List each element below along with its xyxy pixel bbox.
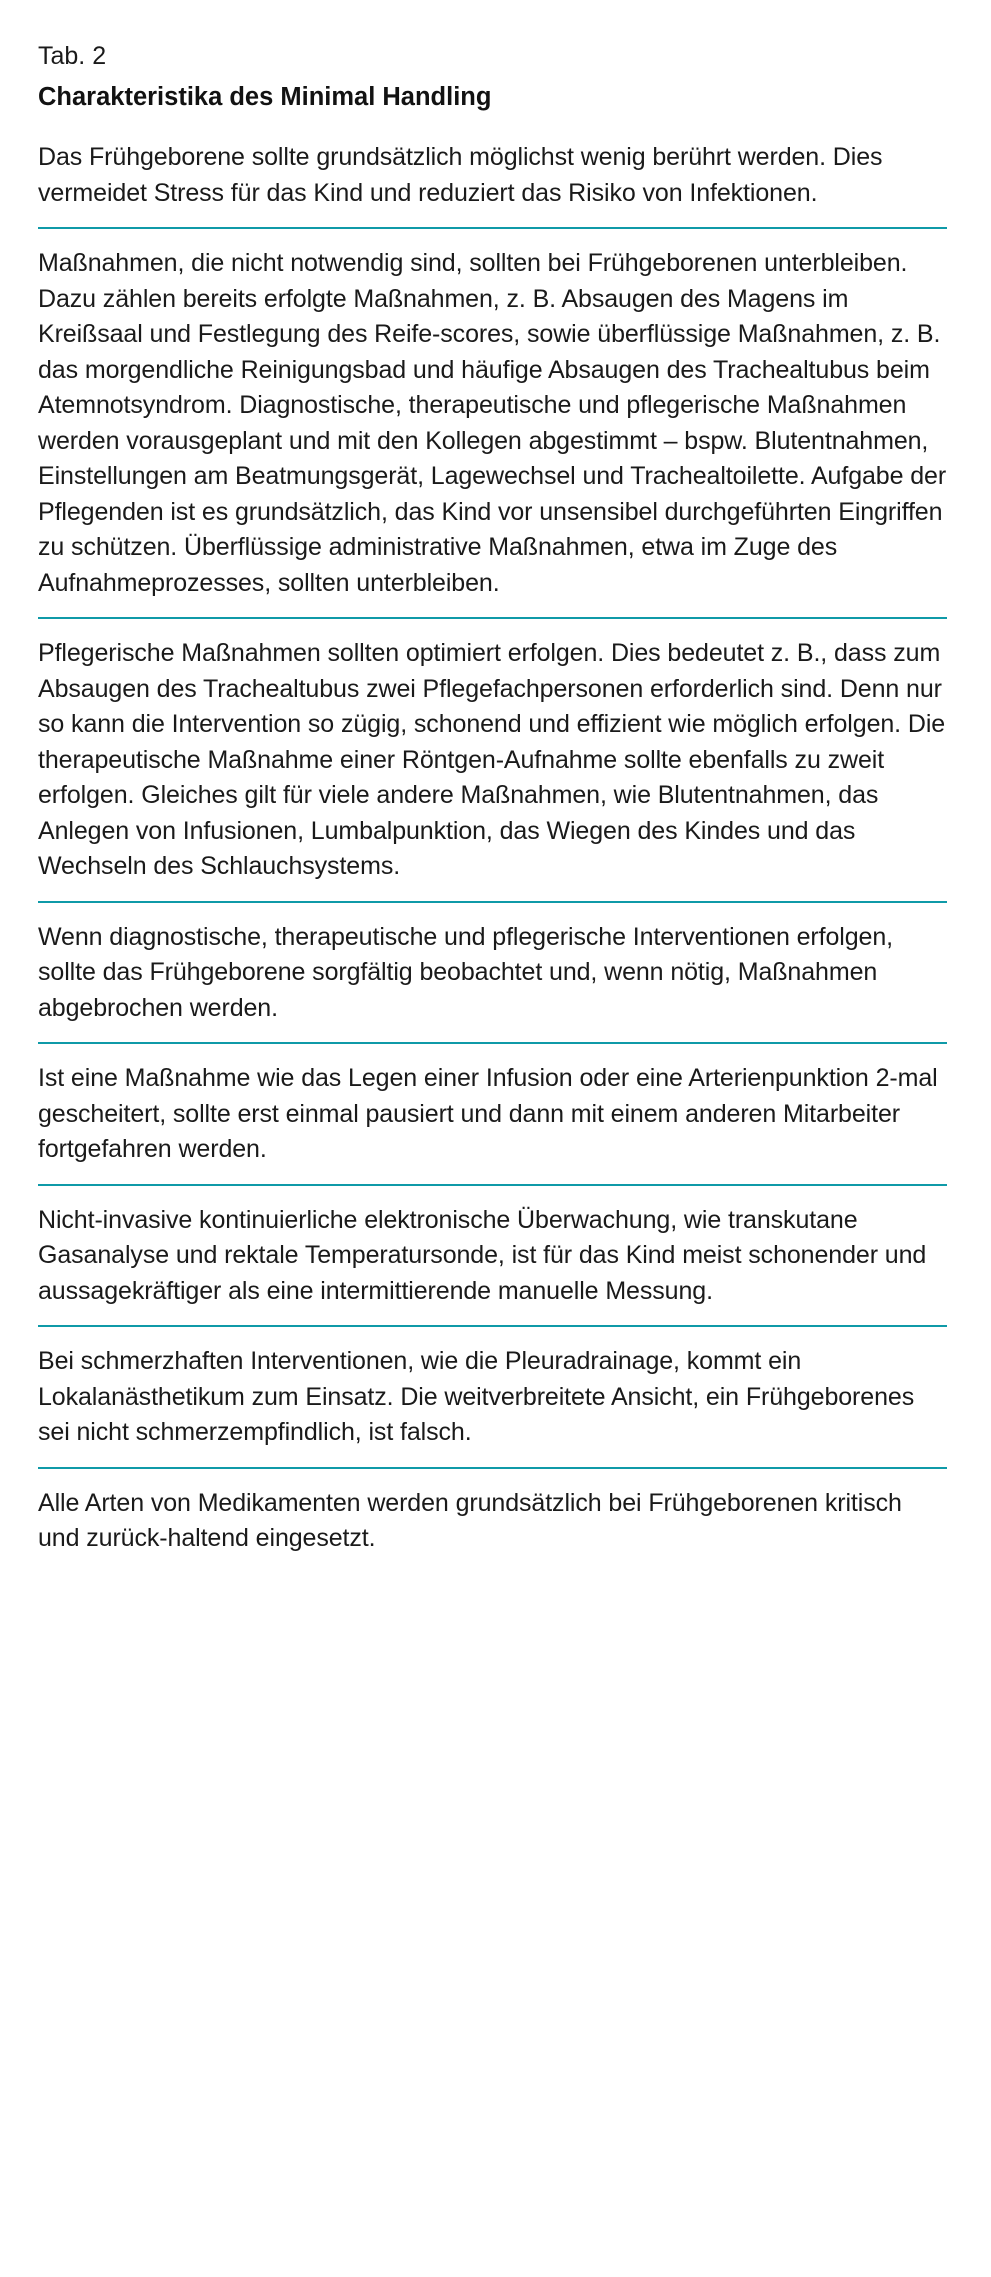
table-row bbox=[38, 227, 947, 617]
table-row bbox=[38, 140, 947, 227]
table-title: Charakteristika des Minimal Handling bbox=[38, 82, 492, 111]
table-row bbox=[38, 617, 947, 901]
table-row-text: Alle Arten von Medikamenten werden grundsätzlich bei Frühgeborenen kritisch und zurück-haltend eingesetzt. bbox=[38, 1488, 902, 1553]
table-row-text: Maßnahmen, die nicht notwendig sind, sollten bei Frühgeborenen unterbleiben. Dazu zählen bereits erfolgte Maßnahmen, z. B. Absaugen des Magens im Kreißsaal und Festlegung des Reife-scores, sowie überflüssige Maßnahmen, z. B. das morgendliche Reinigungsbad und häufige Absaugen des Trachealtubus beim Atemnotsyndrom. Diagnostische, therapeutische und pflegerische Maßnahmen werden vorausgeplant und mit den Kollegen abgestimmt – bspw. Blutentnahmen, Einstellungen am Beatmungsgerät, Lagewechsel und Trachealtoilette. Aufgabe der Pflegenden ist es grundsätzlich, das Kind vor unsensibel durchgeführten Eingriffen zu schützen. Überflüssige administrative Maßnahmen, etwa im Zuge des Aufnahmeprozesses, sollten unterbleiben. bbox=[38, 249, 947, 597]
table-body bbox=[38, 140, 947, 1573]
table-row bbox=[38, 1042, 947, 1184]
table-row bbox=[38, 1325, 947, 1467]
table-row-text: Nicht-invasive kontinuierliche elektronische Überwachung, wie transkutane Gasanalyse und rektale Temperatursonde, ist für das Kind meist schonender und aussagekräftiger als eine intermittierende manuelle Messung. bbox=[38, 1205, 927, 1305]
table-row-text: Wenn diagnostische, therapeutische und pflegerische Interventionen erfolgen, sollte das Frühgeborene sorgfältig beobachtet und, wenn nötig, Maßnahmen abgebrochen werden. bbox=[38, 922, 894, 1022]
table-row bbox=[38, 1184, 947, 1326]
table-number: Tab. 2 bbox=[38, 42, 107, 70]
table-row-text: Pflegerische Maßnahmen sollten optimiert erfolgen. Dies bedeutet z. B., dass zum Absaugen des Trachealtubus zwei Pflegefachpersonen erforderlich sind. Denn nur so kann die Intervention so zügig, schonend und effizient wie möglich erfolgen. Die therapeutische Maßnahme einer Röntgen-Aufnahme sollte ebenfalls zu zweit erfolgen. Gleiches gilt für viele andere Maßnahmen, wie Blutentnahmen, das Anlegen von Infusionen, Lumbalpunktion, das Wiegen des Kindes und das Wechseln des Schlauchsystems. bbox=[38, 639, 946, 881]
table-row-text: Das Frühgeborene sollte grundsätzlich möglichst wenig berührt werden. Dies vermeidet Stress für das Kind und reduziert das Risiko von Infektionen. bbox=[38, 143, 883, 207]
table-row-text: Bei schmerzhaften Interventionen, wie die Pleuradrainage, kommt ein Lokalanästhetikum zum Einsatz. Die weitverbreitete Ansicht, ein Frühgeborenes sei nicht schmerzempfindlich, ist falsch. bbox=[38, 1347, 915, 1447]
table-row bbox=[38, 901, 947, 1043]
table-row-text: Ist eine Maßnahme wie das Legen einer Infusion oder eine Arterienpunktion 2-mal gescheitert, sollte erst einmal pausiert und dann mit einem anderen Mitarbeiter fortgefahren werden. bbox=[38, 1064, 938, 1164]
table-row bbox=[38, 1467, 947, 1573]
